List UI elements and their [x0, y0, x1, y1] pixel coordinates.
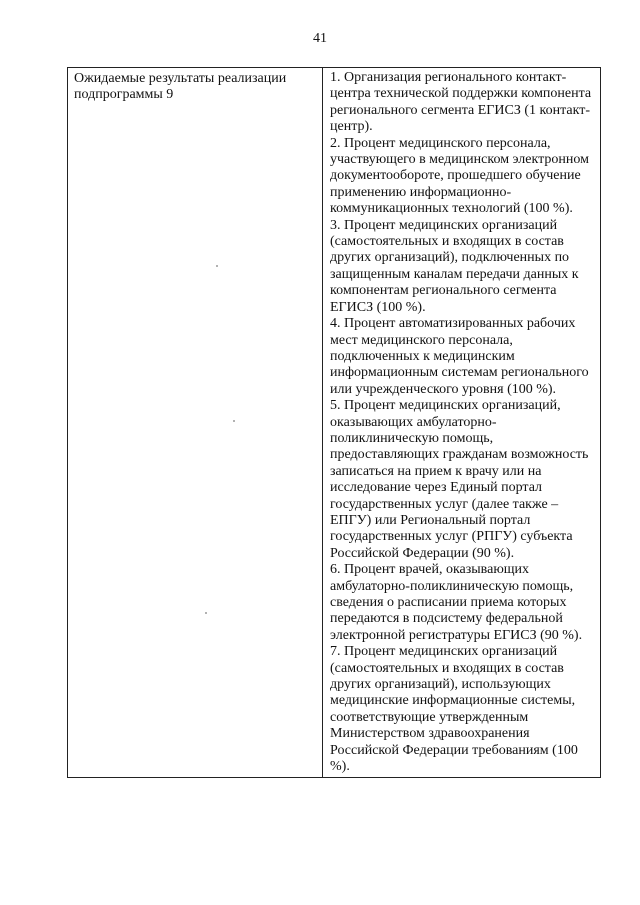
result-item-6: [330, 562, 596, 644]
result-item-3: [330, 218, 596, 316]
results-label-line-2: подпрограммы 9: [74, 87, 174, 103]
scan-speck: [216, 265, 218, 267]
results-label-line-1: Ожидаемые результаты реализации: [74, 71, 287, 86]
result-item-text: Процент медицинских организаций, оказывающих амбулаторно-поликлиническую помощь, предоставляющих гражданам возможность записаться на прием к врачу или на исследование через Единый портал государственных услуг (далее также – ЕПГУ) или Региональный портал государственных услуг (РПГУ) субъекта Российской Федерации (90 %).: [330, 398, 589, 561]
page-number: 41: [313, 31, 327, 46]
result-item-text: Процент медицинских организаций (самостоятельных и входящих в состав других организаций), использующих медицинские информационные системы, соответствующие утвержденным Министерством здравоохранения Российской Федерации требованиям (100 %).: [330, 644, 578, 775]
result-item-text: Организация регионального контакт-центра технической поддержки компонента регионального сегмента ЕГИСЗ (1 контакт-центр).: [330, 70, 592, 135]
result-item-number: 2.: [330, 135, 341, 151]
result-item-number: 3.: [330, 217, 341, 233]
result-item-text: Процент автоматизированных рабочих мест медицинского персонала, подключенных к медицинским информационным системам регионального или учрежденческого уровня (100 %).: [330, 316, 589, 397]
result-item-text: Процент медицинских организаций (самостоятельных и входящих в состав других организаций), подключенных по защищенным каналам передачи данных к компонентам регионального сегмента ЕГИСЗ (100 %).: [330, 217, 579, 315]
result-item-number: 6.: [330, 562, 341, 578]
scan-speck: [233, 420, 235, 422]
subprogram-table: [67, 67, 601, 778]
result-item-5: [330, 398, 596, 562]
result-item-7: [330, 644, 596, 775]
result-item-number: 5.: [330, 398, 341, 414]
result-item-text: Процент врачей, оказывающих амбулаторно-поликлиническую помощь, сведения о расписании приема которых передаются в подсистему федеральной электронной регистратуры ЕГИСЗ (90 %).: [330, 562, 583, 643]
result-item-2: [330, 136, 596, 218]
result-item-4: [330, 316, 596, 398]
result-item-number: 1.: [330, 70, 341, 85]
result-item-number: 7.: [330, 644, 341, 660]
scan-speck: [205, 612, 207, 614]
result-item-number: 4.: [330, 316, 341, 332]
result-item-1: [330, 70, 596, 136]
results-list-cell: [323, 68, 601, 778]
table-row: [68, 68, 601, 778]
results-label-cell: [68, 68, 323, 778]
result-item-text: Процент медицинского персонала, участвующего в медицинском электронном документообороте, прошедшего обучение применению информационно-коммуникационных технологий (100 %).: [330, 135, 589, 217]
